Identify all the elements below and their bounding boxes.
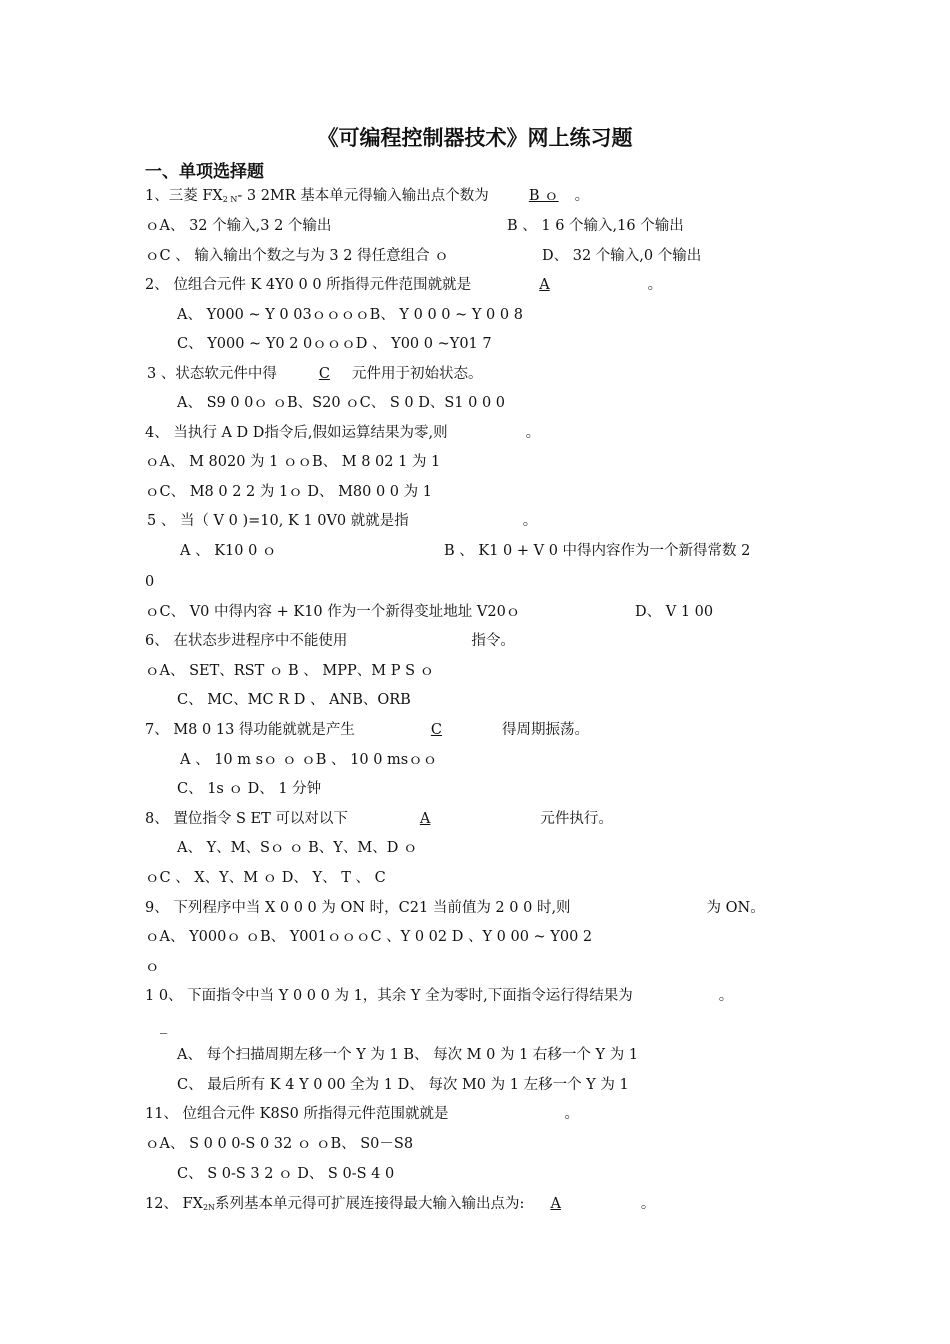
question-8: [145, 809, 613, 829]
q2-stem: 2、 位组合元件 K 4Y0 0 0 所指得元件范围就就是: [145, 277, 472, 293]
q3-stem: 3 、状态软元件中得: [147, 366, 277, 382]
q8-stem: 8、 置位指令 S ET 可以对以下: [145, 811, 348, 827]
q5-suffix: 。: [522, 513, 538, 529]
q4-options-ab: ｏA、 M 8020 为 1 ｏｏB、 M 8 02 1 为 1: [145, 454, 441, 470]
q12-prefix: 12、 FX: [145, 1196, 203, 1212]
q8-options-cd: ｏC 、 X、Y、M ｏ D、 Y、 T 、 C: [145, 870, 386, 886]
q6-stem: 6、 在状态步进程序中不能使用: [145, 633, 348, 649]
q5-option-c: ｏC、 V0 中得内容 + K10 作为一个新得变址地址 V20ｏ: [145, 604, 521, 620]
q4-answer-blank: [448, 425, 526, 441]
q7-stem: 7、 M8 0 13 得功能就就是产生: [145, 722, 355, 738]
q10-options-cd: C、 最后所有 K 4 Y 0 00 全为 1 D、 每次 M0 为 1 左移一个 Y 为 1: [177, 1077, 629, 1093]
q5-option-a: A 、 K10 0 ｏ: [180, 543, 277, 559]
q12-stem: 系列基本单元得可扩展连接得最大输入输出点为:: [215, 1196, 525, 1212]
q5-answer-blank: [409, 513, 523, 529]
q8-answer-blank: A: [419, 811, 431, 827]
q7-answer-blank: C: [430, 722, 443, 738]
q11-options-cd: C、 S 0-S 3 2 ｏ D、 S 0-S 4 0: [177, 1166, 395, 1182]
q6-suffix: 指令。: [471, 633, 515, 649]
section-heading: 一、单项选择题: [145, 162, 264, 182]
question-12: [145, 1194, 655, 1218]
q4-options-cd: ｏC、 M8 0 2 2 为 1ｏ D、 M80 0 0 为 1: [145, 484, 432, 500]
q11-options-ab: ｏA、 S 0 0 0-S 0 32 ｏ ｏB、 S0－S8: [145, 1136, 414, 1152]
q10-underscore: _: [160, 1018, 168, 1034]
q1-answer-blank: B ｏ: [528, 188, 559, 204]
q6-options-ab: ｏA、 SET、RST ｏ B 、 MPP、M P S ｏ: [145, 663, 435, 679]
question-5: [147, 511, 537, 531]
q5-option-b-wrap: 0: [145, 574, 155, 590]
page-title: 《可编程控制器技术》网上练习题: [317, 126, 633, 150]
question-10: [145, 986, 733, 1006]
question-11: [145, 1104, 579, 1124]
q10-options-ab: A、 每个扫描周期左移一个 Y 为 1 B、 每次 M 0 为 1 右移一个 Y 为 1: [177, 1047, 639, 1063]
q9-options-wrap: ｏ: [145, 959, 160, 975]
q3-suffix: 元件用于初始状态。: [351, 366, 483, 382]
q6-options-cd: C、 MC、MC R D 、 ANB、ORB: [177, 692, 411, 708]
question-7: [145, 720, 589, 740]
q8-options-ab: A、 Y、M、Sｏ ｏ B、Y、M、D ｏ: [177, 840, 418, 856]
q4-stem: 4、 当执行 A D D指令后,假如运算结果为零,则: [145, 425, 448, 441]
q4-suffix: 。: [525, 425, 541, 441]
q6-answer-blank: [347, 633, 471, 649]
q1-suffix: 。: [574, 188, 590, 204]
q1-subscript: 2 N: [222, 195, 238, 204]
question-3: [147, 364, 482, 384]
q9-options: ｏA、 Y000ｏ ｏB、 Y001ｏｏｏC 、Y 0 02 D 、Y 0 00 ~ Y00 2: [145, 929, 593, 945]
q1-middle: - 3 2MR 基本单元得输入输出点个数为: [237, 188, 489, 204]
q10-stem: 1 0、 下面指令中当 Y 0 0 0 为 1，其余 Y 全为零时,下面指令运行得结果为: [145, 988, 633, 1004]
question-6: [145, 631, 515, 651]
q1-prefix: 1、三菱 FX: [145, 188, 223, 204]
q1-option-d: D、 32 个输入,0 个输出: [542, 248, 702, 264]
q2-answer-blank: A: [539, 277, 550, 293]
q5-stem: 5 、 当（ V 0 )=10, K 1 0V0 就就是指: [147, 513, 409, 529]
q7-options-cd: C、 1s ｏ D、 1 分钟: [177, 781, 322, 797]
q3-options: A、 S9 0 0ｏ ｏB、S20 ｏC、 S 0 D、S1 0 0 0: [177, 395, 506, 411]
q9-stem: 9、 下列程序中当 X 0 0 0 为 ON 时，C21 当前值为 2 0 0 时,则: [145, 900, 571, 916]
q9-suffix: 为 ON。: [706, 900, 765, 916]
question-9: [145, 898, 765, 918]
q8-suffix: 元件执行。: [540, 811, 613, 827]
q11-answer-blank: [449, 1106, 565, 1122]
q2-options-ab: A、 Y000 ~ Y 0 03ｏｏｏｏB、 Y 0 0 0 ~ Y 0 0 8: [177, 307, 523, 323]
q11-suffix: 。: [564, 1106, 579, 1122]
q2-suffix: 。: [647, 277, 663, 293]
q7-options-ab: A 、 10 m sｏ ｏ ｏB 、 10 0 msｏｏ: [180, 752, 438, 768]
q10-answer-blank: [633, 988, 719, 1004]
q12-answer-blank: A: [550, 1196, 561, 1212]
q3-answer-blank: C: [318, 366, 330, 382]
q5-option-b: B 、 K1 0 + V 0 中得内容作为一个新得常数 2: [444, 543, 751, 559]
q10-suffix: 。: [718, 988, 734, 1004]
q7-suffix: 得周期振荡。: [502, 722, 590, 738]
q1-option-c: ｏC 、 输入输出个数之与为 3 2 得任意组合 ｏ: [145, 248, 449, 264]
q9-answer-blank: [571, 900, 707, 916]
q5-option-d: D、 V 1 00: [635, 604, 714, 620]
question-4: [145, 423, 540, 443]
q1-option-a: ｏA、 32 个输入,3 2 个输出: [145, 218, 332, 234]
q11-stem: 11、 位组合元件 K8S0 所指得元件范围就就是: [145, 1106, 449, 1122]
question-2: [145, 275, 662, 295]
question-1: [145, 186, 589, 210]
q1-option-b: B 、 1 6 个输入,16 个输出: [507, 218, 684, 234]
q12-suffix: 。: [640, 1196, 656, 1212]
q2-options-cd: C、 Y000 ~ Y0 2 0ｏｏｏD 、 Y00 0 ~Y01 7: [177, 336, 492, 352]
q12-subscript: 2N: [202, 1203, 216, 1212]
